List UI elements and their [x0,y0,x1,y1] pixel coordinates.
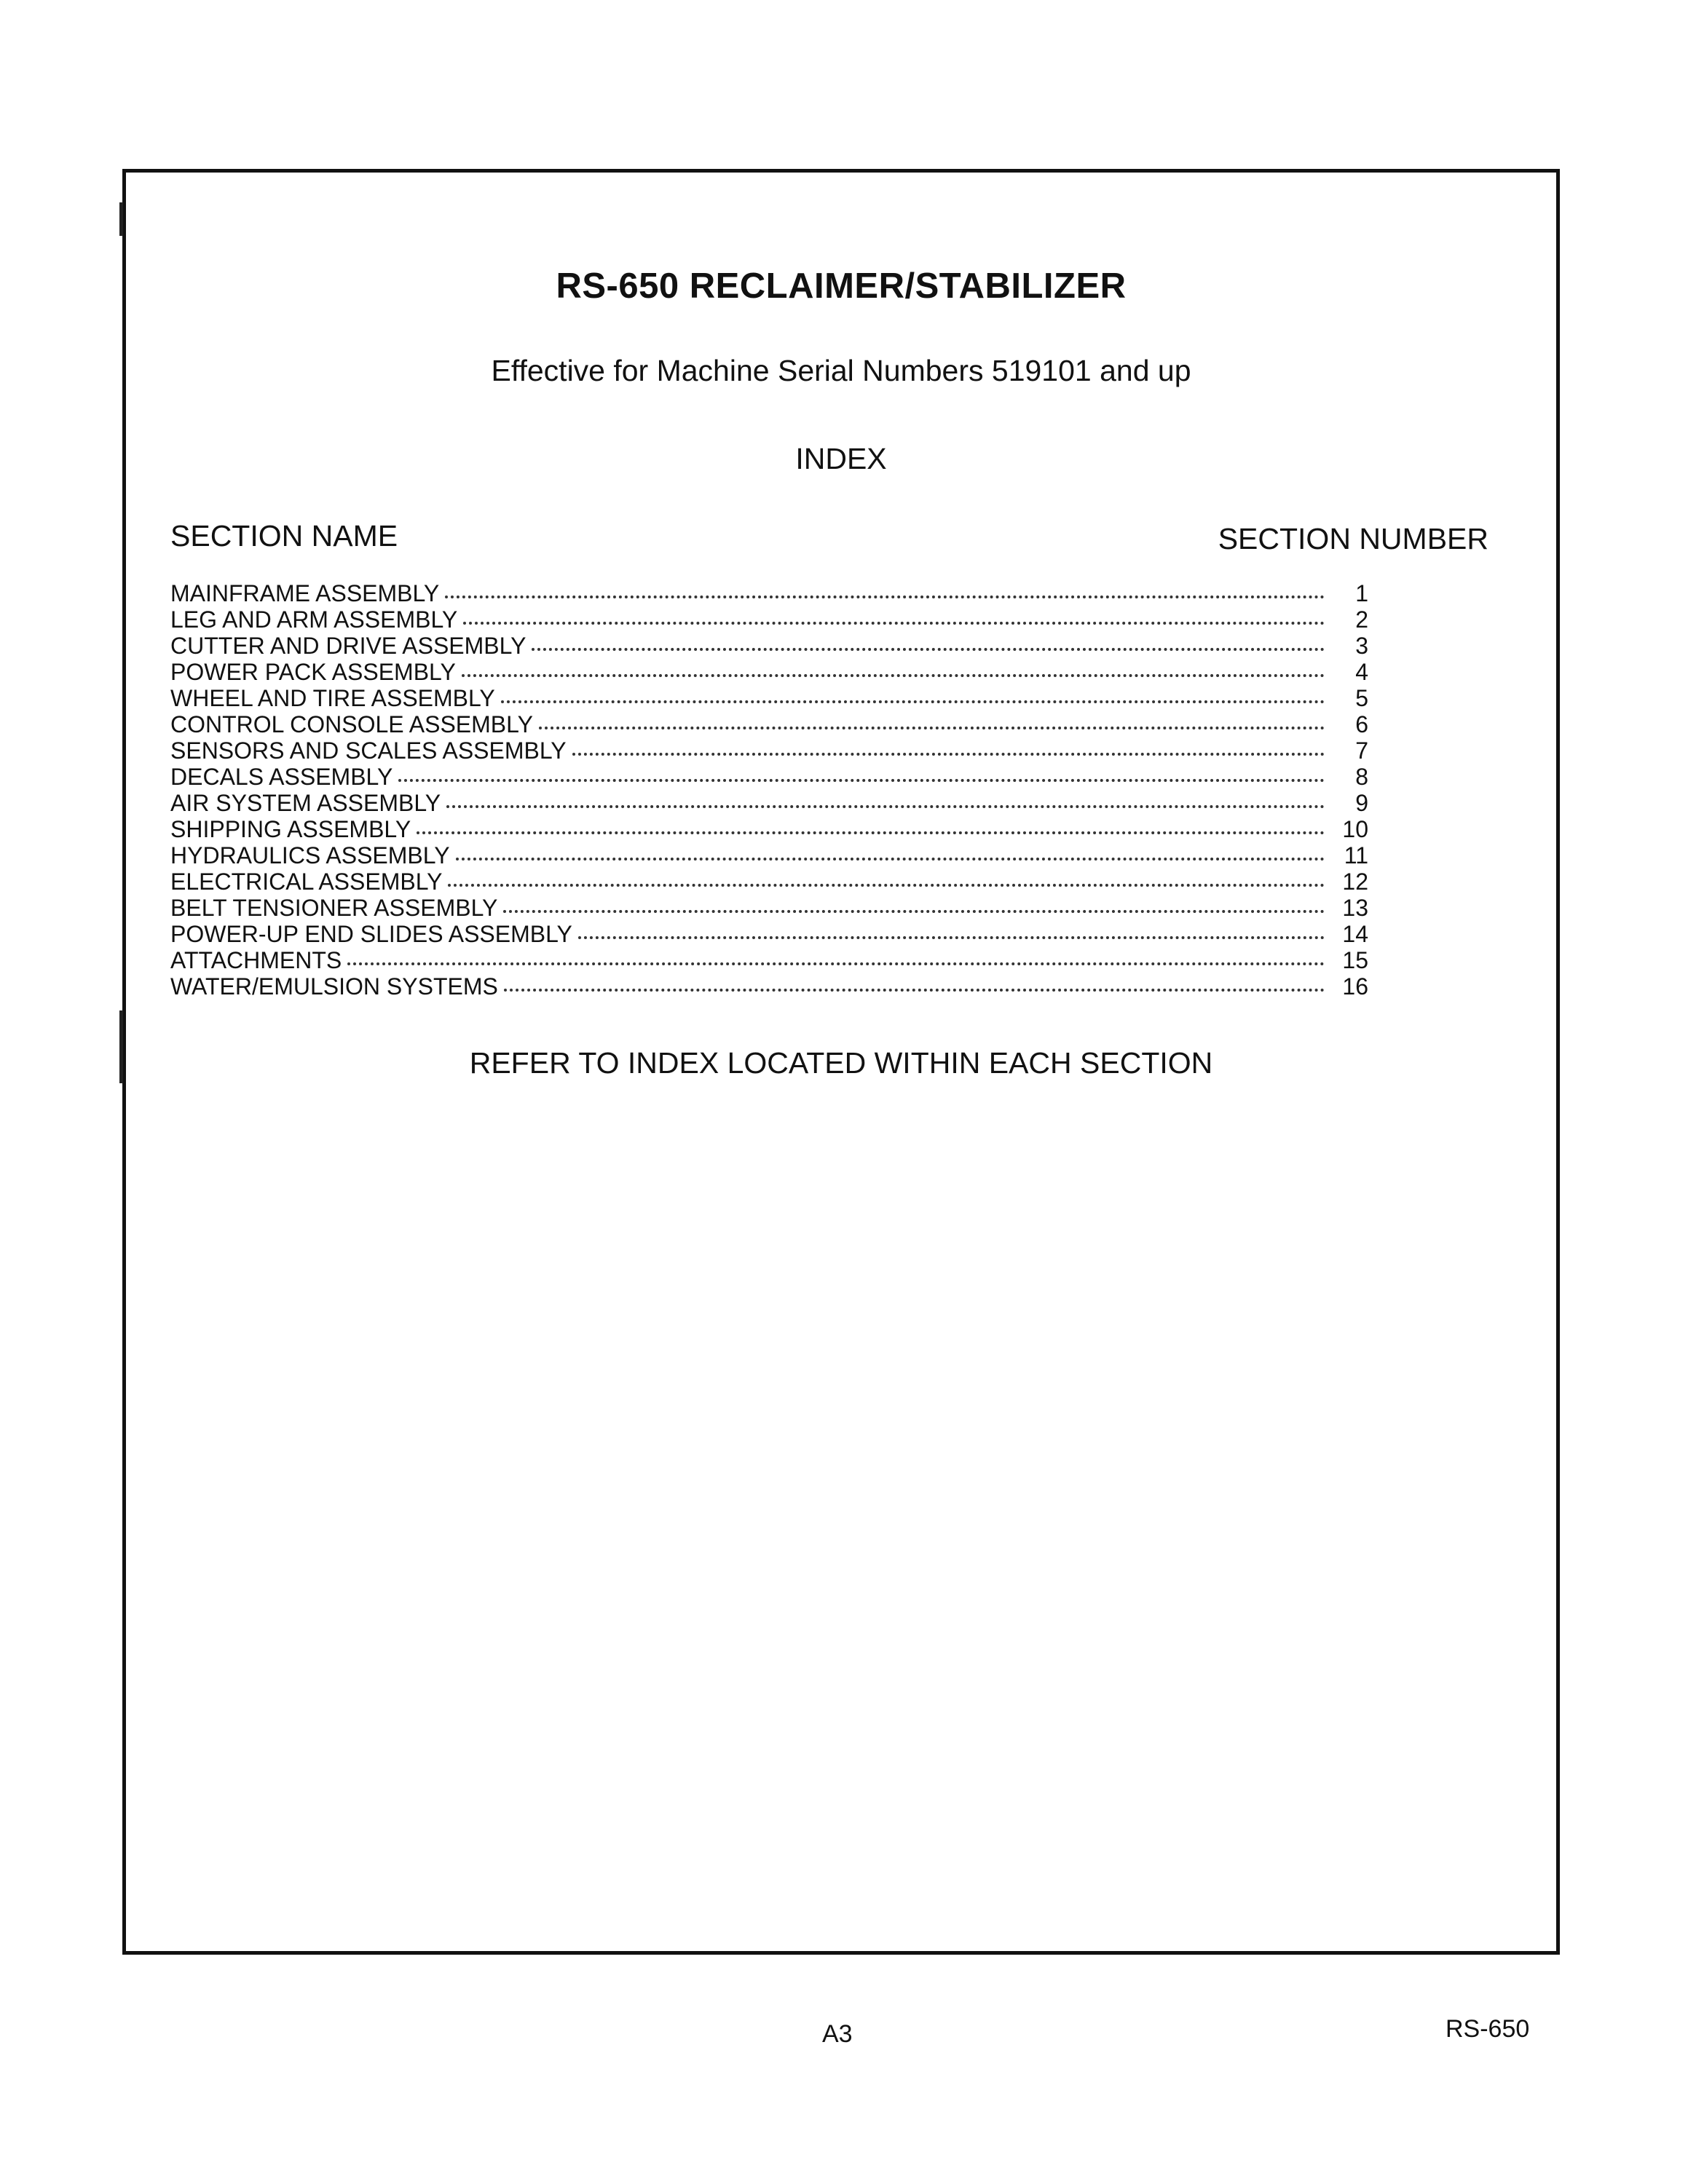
section-name-column-header: SECTION NAME [170,519,398,553]
section-name: ATTACHMENTS [170,947,342,973]
index-row [170,659,1368,685]
index-row [170,921,1368,947]
section-number: 13 [1342,895,1368,921]
dot-leader [398,779,1325,782]
section-name: DECALS ASSEMBLY [170,764,393,790]
dot-leader [539,727,1325,729]
dot-leader [462,674,1325,677]
index-row [170,973,1368,1000]
section-number: 11 [1344,842,1368,869]
dot-leader [446,805,1325,808]
dot-leader [456,858,1325,860]
index-row [170,842,1368,869]
section-number: 9 [1355,790,1368,816]
dot-leader [501,700,1325,703]
page-number: A3 [822,2020,853,2048]
section-name: SENSORS AND SCALES ASSEMBLY [170,737,567,764]
section-number: 6 [1355,711,1368,737]
index-heading: INDEX [795,442,887,475]
index-row [170,869,1368,895]
section-name: SHIPPING ASSEMBLY [170,816,411,842]
index-row [170,895,1368,921]
binder-mark [119,1010,123,1083]
index-row [170,711,1368,737]
section-name: CONTROL CONSOLE ASSEMBLY [170,711,533,737]
dot-leader [417,831,1325,834]
section-number: 2 [1355,606,1368,633]
section-name: CUTTER AND DRIVE ASSEMBLY [170,633,526,659]
index-row [170,764,1368,790]
page-border [122,169,1560,1955]
index-row [170,685,1368,711]
section-number: 4 [1355,659,1368,685]
index-row [170,790,1368,816]
section-number: 14 [1342,921,1368,947]
dot-leader [578,936,1325,939]
section-number: 5 [1355,685,1368,711]
index-row [170,737,1368,764]
section-name: WATER/EMULSION SYSTEMS [170,973,498,1000]
section-name: BELT TENSIONER ASSEMBLY [170,895,498,921]
document-subtitle: Effective for Machine Serial Numbers 519101 and up [491,354,1191,387]
index-row [170,633,1368,659]
index-row [170,947,1368,973]
binder-mark [119,202,123,236]
index-row [170,606,1368,633]
section-number: 10 [1342,816,1368,842]
section-number: 3 [1355,633,1368,659]
section-index-list [170,580,1368,1000]
section-name: HYDRAULICS ASSEMBLY [170,842,450,869]
section-number: 1 [1355,580,1368,606]
section-number: 8 [1355,764,1368,790]
dot-leader [463,622,1325,625]
section-name: MAINFRAME ASSEMBLY [170,580,440,606]
section-number: 16 [1342,973,1368,1000]
section-name: LEG AND ARM ASSEMBLY [170,606,458,633]
section-number: 15 [1342,947,1368,973]
dot-leader [503,910,1325,913]
dot-leader [532,648,1325,651]
section-name: ELECTRICAL ASSEMBLY [170,869,443,895]
document-code: RS-650 [1446,2015,1530,2043]
index-row [170,816,1368,842]
section-number-column-header: SECTION NUMBER [1218,522,1488,555]
dot-leader [347,962,1325,965]
dot-leader [572,753,1325,756]
dot-leader [448,884,1325,887]
dot-leader [445,596,1325,598]
section-name: POWER PACK ASSEMBLY [170,659,456,685]
document-title: RS-650 RECLAIMER/STABILIZER [556,266,1127,306]
section-name: WHEEL AND TIRE ASSEMBLY [170,685,495,711]
dot-leader [504,989,1325,992]
section-number: 12 [1342,869,1368,895]
section-name: POWER-UP END SLIDES ASSEMBLY [170,921,572,947]
index-row [170,580,1368,606]
section-name: AIR SYSTEM ASSEMBLY [170,790,441,816]
refer-note: REFER TO INDEX LOCATED WITHIN EACH SECTION [469,1046,1213,1080]
section-number: 7 [1355,737,1368,764]
